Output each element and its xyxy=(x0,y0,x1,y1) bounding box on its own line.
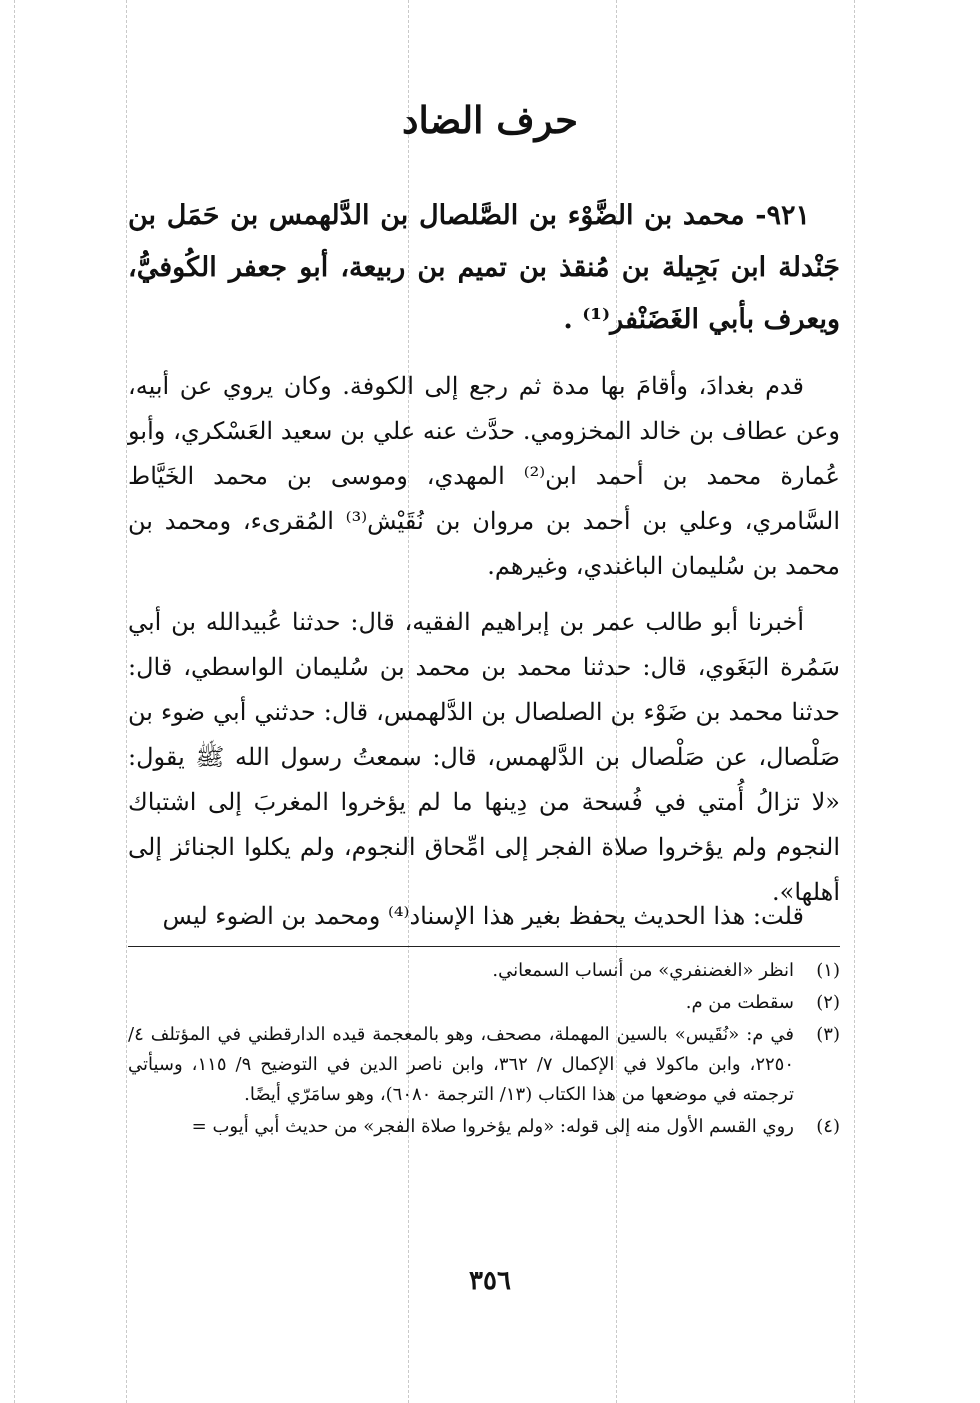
page-number: ٣٥٦ xyxy=(469,1266,511,1296)
footnote-number: (٤) xyxy=(816,1116,840,1137)
footnote-item xyxy=(128,956,840,986)
entry-heading: ٩٢١- محمد بن الضَّوْء بن الصَّلصال بن الدَّلهمس بن حَمَل بن جَنْدلة ابن بَجِيلة بن مُنقذ بن تميم بن ربيعة، أبو جعفر الكُوفيُّ، ويعرف بأبي الغَضَنْفر⁽¹⁾ . xyxy=(128,200,840,335)
footnote-text: انظر «الغضنفري» من أنساب السمعاني. xyxy=(492,960,794,981)
footnote-text: روي القسم الأول منه إلى قوله: «ولم يؤخروا صلاة الفجر» من حديث أبي أيوب = xyxy=(191,1116,794,1137)
footnotes xyxy=(128,956,840,1144)
footnote-text: في م: «نُقَيس» بالسين المهملة، مصحف، وهو بالمعجمة قيده الدارقطني في المؤتلف ٤/ ٢٢٥٠، وابن ماكولا في الإكمال ٧/ ٣٦٢، وابن ناصر الدين في التوضيح ٩/ ١١٥، وسيأتي ترجمته في موضعها من هذا الكتاب (١٣/ الترجمة ٦٠٨٠)، وهو سامَرّي أيضًا. xyxy=(128,1024,795,1105)
footnote-number: (٣) xyxy=(816,1024,840,1045)
body-paragraph: أخبرنا أبو طالب عمر بن إبراهيم الفقيه، قال: حدثنا عُبيدالله بن أبي سَمُرة البَغَوي، قال: حدثنا محمد بن محمد بن سُليمان الواسطي، قال: حدثنا محمد بن ضَوْء بن الصلصال بن الدَّلهمس، قال: حدثني أبي ضوء بن صَلْصال، عن صَلْصال بن الدَّلهمس، قال: سمعتُ رسول الله ﷺ يقول: «لا تزالُ أُمتي في فُسحة من دِينها ما لم يؤخروا المغربَ إلى اشتباك النجوم ولم يؤخروا صلاة الفجر إلى امِّحاق النجوم، ولم يكلوا الجنائز إلى أهلها». xyxy=(128,608,840,906)
section-heading: حرف الضاد xyxy=(402,98,578,142)
footnote-text: سقطت من م. xyxy=(685,992,794,1013)
footnote-item xyxy=(128,988,840,1018)
footnote-divider xyxy=(128,946,840,947)
footnote-item xyxy=(128,1112,840,1142)
dashed-guide-line xyxy=(14,0,15,1403)
footnote-item xyxy=(128,1020,840,1110)
footnote-number: (٢) xyxy=(816,992,840,1013)
footnote-number: (١) xyxy=(816,960,840,981)
body-paragraph: قلت: هذا الحديث يحفظ بغير هذا الإسناد⁽⁴⁾ ومحمد بن الضوء ليس xyxy=(162,902,804,930)
dashed-guide-line xyxy=(854,0,855,1403)
body-paragraph: قدم بغدادَ، وأقامَ بها مدة ثم رجع إلى الكوفة. وكان يروي عن أبيه، وعن عطاف بن خالد المخزومي. حدَّث عنه علي بن سعيد العَسْكري، وأبو عُمارة محمد بن أحمد ابن⁽²⁾ المهدي، وموسى بن محمد الخَيَّاط السَّامري، وعلي بن أحمد بن مروان بن نُقَيْش⁽³⁾ المُقرىء، ومحمد بن محمد بن سُليمان الباغندي، وغيرهم. xyxy=(128,372,840,580)
dashed-guide-line xyxy=(126,0,127,1403)
